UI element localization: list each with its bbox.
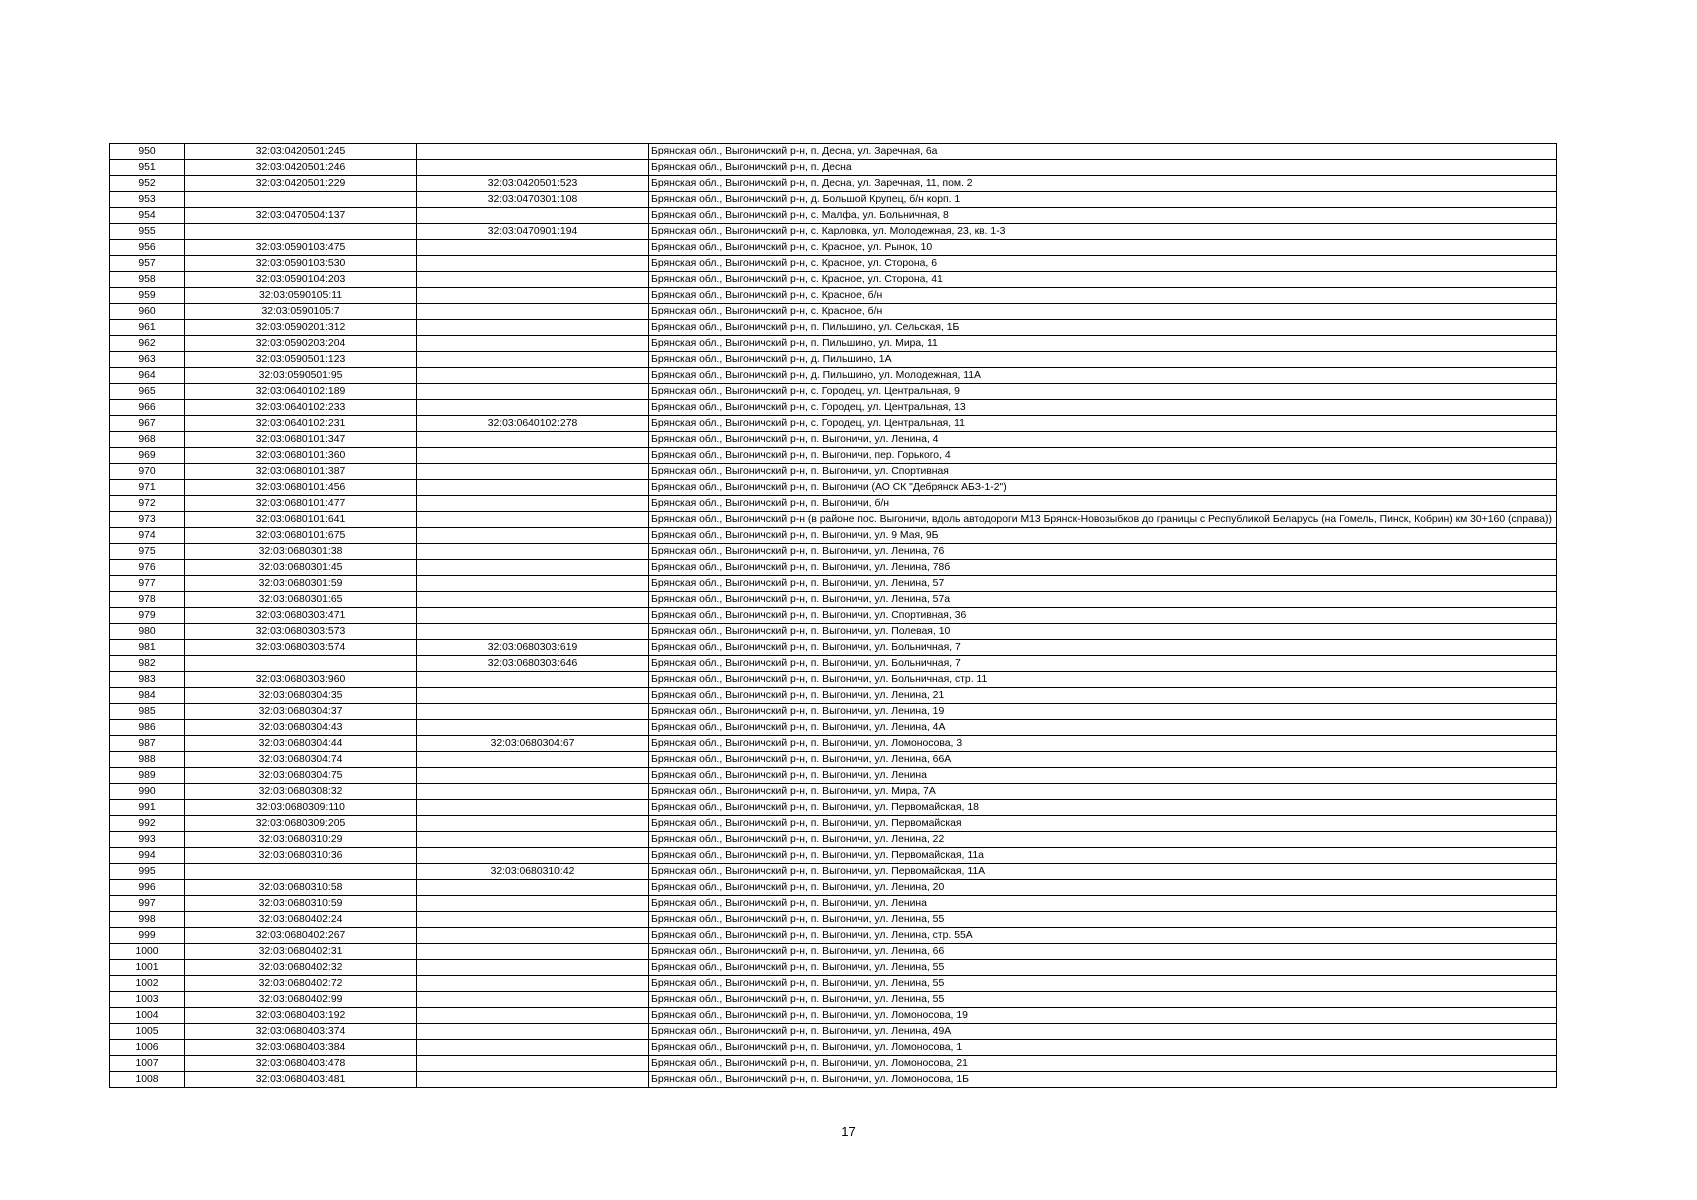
row-number: 990: [110, 784, 185, 800]
row-number: 1006: [110, 1040, 185, 1056]
table-row: [110, 464, 1557, 480]
related-cadastral-number: [417, 976, 649, 992]
related-cadastral-number: [417, 608, 649, 624]
table-row: [110, 160, 1557, 176]
related-cadastral-number: 32:03:0680304:67: [417, 736, 649, 752]
related-cadastral-number: [417, 1040, 649, 1056]
row-number: 976: [110, 560, 185, 576]
related-cadastral-number: [417, 208, 649, 224]
cadastral-number: 32:03:0680304:43: [185, 720, 417, 736]
row-number: 980: [110, 624, 185, 640]
related-cadastral-number: [417, 144, 649, 160]
table-row: [110, 400, 1557, 416]
address: Брянская обл., Выгоничский р-н, с. Малфа, ул. Больничная, 8: [649, 208, 1557, 224]
address: Брянская обл., Выгоничский р-н (в районе пос. Выгоничи, вдоль автодороги М13 Брянск-Новозыбков до границы с Республикой Беларусь (на Гомель, Пинск, Кобрин) км 30+160 (справа)): [649, 512, 1557, 528]
related-cadastral-number: 32:03:0680310:42: [417, 864, 649, 880]
table-row: [110, 608, 1557, 624]
table-row: [110, 816, 1557, 832]
cadastral-number: 32:03:0680402:32: [185, 960, 417, 976]
address: Брянская обл., Выгоничский р-н, п. Выгоничи, ул. Спортивная, 36: [649, 608, 1557, 624]
cadastral-number: 32:03:0590105:11: [185, 288, 417, 304]
table-row: [110, 432, 1557, 448]
table-row: [110, 864, 1557, 880]
related-cadastral-number: [417, 448, 649, 464]
row-number: 953: [110, 192, 185, 208]
cadastral-number: 32:03:0680101:675: [185, 528, 417, 544]
table-row: [110, 880, 1557, 896]
row-number: 991: [110, 800, 185, 816]
cadastral-number: 32:03:0680403:374: [185, 1024, 417, 1040]
table-row: [110, 256, 1557, 272]
related-cadastral-number: [417, 368, 649, 384]
address: Брянская обл., Выгоничский р-н, п. Выгоничи, ул. Ленина, 66: [649, 944, 1557, 960]
cadastral-number: 32:03:0680303:574: [185, 640, 417, 656]
related-cadastral-number: [417, 272, 649, 288]
cadastral-number: 32:03:0680304:75: [185, 768, 417, 784]
row-number: 984: [110, 688, 185, 704]
related-cadastral-number: [417, 464, 649, 480]
row-number: 960: [110, 304, 185, 320]
address: Брянская обл., Выгоничский р-н, п. Выгоничи, ул. Ленина, 55: [649, 976, 1557, 992]
row-number: 1004: [110, 1008, 185, 1024]
row-number: 959: [110, 288, 185, 304]
address: Брянская обл., Выгоничский р-н, п. Выгоничи, ул. Ленина, 4: [649, 432, 1557, 448]
related-cadastral-number: [417, 1024, 649, 1040]
row-number: 989: [110, 768, 185, 784]
cadastral-number: 32:03:0680303:960: [185, 672, 417, 688]
address: Брянская обл., Выгоничский р-н, п. Выгоничи, ул. Мира, 7А: [649, 784, 1557, 800]
related-cadastral-number: [417, 480, 649, 496]
table-row: [110, 528, 1557, 544]
table-row: [110, 1008, 1557, 1024]
address: Брянская обл., Выгоничский р-н, с. Городец, ул. Центральная, 11: [649, 416, 1557, 432]
cadastral-number: 32:03:0680310:59: [185, 896, 417, 912]
cadastral-number: 32:03:0420501:246: [185, 160, 417, 176]
table-row: [110, 352, 1557, 368]
address: Брянская обл., Выгоничский р-н, с. Городец, ул. Центральная, 13: [649, 400, 1557, 416]
row-number: 1001: [110, 960, 185, 976]
address: Брянская обл., Выгоничский р-н, п. Выгоничи, пер. Горького, 4: [649, 448, 1557, 464]
cadastral-number: 32:03:0680301:59: [185, 576, 417, 592]
table-row: [110, 496, 1557, 512]
table-row: [110, 784, 1557, 800]
row-number: 969: [110, 448, 185, 464]
related-cadastral-number: [417, 560, 649, 576]
address: Брянская обл., Выгоничский р-н, п. Выгоничи, ул. Первомайская, 11а: [649, 848, 1557, 864]
related-cadastral-number: [417, 256, 649, 272]
row-number: 981: [110, 640, 185, 656]
related-cadastral-number: [417, 1056, 649, 1072]
table-row: [110, 368, 1557, 384]
address: Брянская обл., Выгоничский р-н, п. Выгоничи, ул. Первомайская, 11А: [649, 864, 1557, 880]
address: Брянская обл., Выгоничский р-н, с. Красное, ул. Рынок, 10: [649, 240, 1557, 256]
registry-table: [109, 143, 1557, 1088]
table-row: [110, 720, 1557, 736]
related-cadastral-number: 32:03:0470301:108: [417, 192, 649, 208]
related-cadastral-number: [417, 800, 649, 816]
row-number: 966: [110, 400, 185, 416]
related-cadastral-number: [417, 352, 649, 368]
related-cadastral-number: [417, 880, 649, 896]
address: Брянская обл., Выгоничский р-н, с. Красное, ул. Сторона, 41: [649, 272, 1557, 288]
address: Брянская обл., Выгоничский р-н, п. Выгоничи, ул. Ленина, 4А: [649, 720, 1557, 736]
table-row: [110, 240, 1557, 256]
row-number: 950: [110, 144, 185, 160]
related-cadastral-number: 32:03:0470901:194: [417, 224, 649, 240]
cadastral-number: 32:03:0680304:74: [185, 752, 417, 768]
address: Брянская обл., Выгоничский р-н, п. Выгоничи, ул. Первомайская, 18: [649, 800, 1557, 816]
address: Брянская обл., Выгоничский р-н, п. Выгоничи, ул. 9 Мая, 9Б: [649, 528, 1557, 544]
table-row: [110, 576, 1557, 592]
table-row: [110, 288, 1557, 304]
address: Брянская обл., Выгоничский р-н, с. Карловка, ул. Молодежная, 23, кв. 1-3: [649, 224, 1557, 240]
row-number: 972: [110, 496, 185, 512]
related-cadastral-number: [417, 320, 649, 336]
row-number: 978: [110, 592, 185, 608]
table-row: [110, 1072, 1557, 1088]
table-row: [110, 1040, 1557, 1056]
related-cadastral-number: [417, 848, 649, 864]
table-row: [110, 272, 1557, 288]
address: Брянская обл., Выгоничский р-н, п. Выгоничи, ул. Ленина, 22: [649, 832, 1557, 848]
table-row: [110, 336, 1557, 352]
related-cadastral-number: [417, 832, 649, 848]
related-cadastral-number: [417, 160, 649, 176]
row-number: 998: [110, 912, 185, 928]
cadastral-number: 32:03:0640102:231: [185, 416, 417, 432]
related-cadastral-number: [417, 288, 649, 304]
related-cadastral-number: [417, 784, 649, 800]
address: Брянская обл., Выгоничский р-н, п. Выгоничи, ул. Ленина, 76: [649, 544, 1557, 560]
row-number: 1005: [110, 1024, 185, 1040]
address: Брянская обл., Выгоничский р-н, п. Выгоничи, ул. Ломоносова, 1Б: [649, 1072, 1557, 1088]
cadastral-number: 32:03:0680309:110: [185, 800, 417, 816]
cadastral-number: 32:03:0680303:573: [185, 624, 417, 640]
address: Брянская обл., Выгоничский р-н, д. Пильшино, ул. Молодежная, 11А: [649, 368, 1557, 384]
row-number: 962: [110, 336, 185, 352]
related-cadastral-number: [417, 304, 649, 320]
table-row: [110, 848, 1557, 864]
table-row: [110, 944, 1557, 960]
cadastral-number: 32:03:0590104:203: [185, 272, 417, 288]
table-row: [110, 896, 1557, 912]
related-cadastral-number: 32:03:0420501:523: [417, 176, 649, 192]
row-number: 967: [110, 416, 185, 432]
address: Брянская обл., Выгоничский р-н, с. Красное, б/н: [649, 288, 1557, 304]
address: Брянская обл., Выгоничский р-н, п. Пильшино, ул. Мира, 11: [649, 336, 1557, 352]
address: Брянская обл., Выгоничский р-н, п. Выгоничи, ул. Ломоносова, 19: [649, 1008, 1557, 1024]
cadastral-number: 32:03:0680403:478: [185, 1056, 417, 1072]
cadastral-number: 32:03:0680402:31: [185, 944, 417, 960]
cadastral-number: 32:03:0680403:192: [185, 1008, 417, 1024]
address: Брянская обл., Выгоничский р-н, п. Десна: [649, 160, 1557, 176]
related-cadastral-number: [417, 720, 649, 736]
related-cadastral-number: [417, 944, 649, 960]
address: Брянская обл., Выгоничский р-н, п. Выгоничи, ул. Ломоносова, 21: [649, 1056, 1557, 1072]
table-row: [110, 192, 1557, 208]
cadastral-number: 32:03:0680101:347: [185, 432, 417, 448]
cadastral-number: 32:03:0680402:267: [185, 928, 417, 944]
related-cadastral-number: [417, 496, 649, 512]
row-number: 986: [110, 720, 185, 736]
address: Брянская обл., Выгоничский р-н, п. Выгоничи, ул. Ломоносова, 1: [649, 1040, 1557, 1056]
cadastral-number: 32:03:0590103:475: [185, 240, 417, 256]
row-number: 973: [110, 512, 185, 528]
table-row: [110, 304, 1557, 320]
row-number: 985: [110, 704, 185, 720]
row-number: 988: [110, 752, 185, 768]
address: Брянская обл., Выгоничский р-н, п. Выгоничи, ул. Ленина: [649, 768, 1557, 784]
cadastral-number: 32:03:0590105:7: [185, 304, 417, 320]
related-cadastral-number: [417, 544, 649, 560]
table-row: [110, 992, 1557, 1008]
related-cadastral-number: [417, 768, 649, 784]
table-row: [110, 960, 1557, 976]
related-cadastral-number: [417, 592, 649, 608]
page-number: 17: [841, 1124, 856, 1139]
related-cadastral-number: [417, 624, 649, 640]
row-number: 951: [110, 160, 185, 176]
row-number: 1008: [110, 1072, 185, 1088]
row-number: 982: [110, 656, 185, 672]
table-row: [110, 704, 1557, 720]
related-cadastral-number: 32:03:0680303:619: [417, 640, 649, 656]
row-number: 997: [110, 896, 185, 912]
address: Брянская обл., Выгоничский р-н, п. Выгоничи, ул. Ленина, 55: [649, 960, 1557, 976]
cadastral-number: 32:03:0680402:24: [185, 912, 417, 928]
cadastral-number: 32:03:0680304:35: [185, 688, 417, 704]
related-cadastral-number: [417, 528, 649, 544]
row-number: 958: [110, 272, 185, 288]
table-row: [110, 176, 1557, 192]
cadastral-number: 32:03:0680101:641: [185, 512, 417, 528]
table-row: [110, 624, 1557, 640]
address: Брянская обл., Выгоничский р-н, п. Выгоничи, ул. Первомайская: [649, 816, 1557, 832]
related-cadastral-number: [417, 704, 649, 720]
related-cadastral-number: [417, 576, 649, 592]
row-number: 977: [110, 576, 185, 592]
address: Брянская обл., Выгоничский р-н, п. Выгоничи, ул. Ленина, 19: [649, 704, 1557, 720]
address: Брянская обл., Выгоничский р-н, п. Десна, ул. Заречная, 11, пом. 2: [649, 176, 1557, 192]
cadastral-number: 32:03:0680403:481: [185, 1072, 417, 1088]
table-row: [110, 448, 1557, 464]
row-number: 954: [110, 208, 185, 224]
related-cadastral-number: [417, 384, 649, 400]
address: Брянская обл., Выгоничский р-н, с. Красное, б/н: [649, 304, 1557, 320]
cadastral-number: 32:03:0680310:36: [185, 848, 417, 864]
address: Брянская обл., Выгоничский р-н, п. Пильшино, ул. Сельская, 1Б: [649, 320, 1557, 336]
table-row: [110, 224, 1557, 240]
cadastral-number: 32:03:0590501:123: [185, 352, 417, 368]
row-number: 987: [110, 736, 185, 752]
address: Брянская обл., Выгоничский р-н, п. Выгоничи, ул. Ленина, 55: [649, 992, 1557, 1008]
cadastral-number: 32:03:0680310:58: [185, 880, 417, 896]
cadastral-number: 32:03:0590201:312: [185, 320, 417, 336]
cadastral-number: 32:03:0640102:233: [185, 400, 417, 416]
cadastral-number: 32:03:0680304:44: [185, 736, 417, 752]
row-number: 964: [110, 368, 185, 384]
cadastral-number: 32:03:0680101:360: [185, 448, 417, 464]
table-row: [110, 144, 1557, 160]
row-number: 961: [110, 320, 185, 336]
cadastral-number: 32:03:0680402:72: [185, 976, 417, 992]
related-cadastral-number: [417, 992, 649, 1008]
table-row: [110, 512, 1557, 528]
address: Брянская обл., Выгоничский р-н, д. Большой Крупец, б/н корп. 1: [649, 192, 1557, 208]
address: Брянская обл., Выгоничский р-н, п. Выгоничи, ул. Ленина, 78б: [649, 560, 1557, 576]
address: Брянская обл., Выгоничский р-н, п. Выгоничи, ул. Больничная, 7: [649, 656, 1557, 672]
table-row: [110, 976, 1557, 992]
cadastral-number: 32:03:0420501:245: [185, 144, 417, 160]
row-number: 970: [110, 464, 185, 480]
address: Брянская обл., Выгоничский р-н, п. Выгоничи, ул. Ленина, 57а: [649, 592, 1557, 608]
row-number: 1007: [110, 1056, 185, 1072]
cadastral-number: 32:03:0680303:471: [185, 608, 417, 624]
cadastral-number: [185, 656, 417, 672]
address: Брянская обл., Выгоничский р-н, п. Выгоничи, ул. Ленина, 55: [649, 912, 1557, 928]
row-number: 1003: [110, 992, 185, 1008]
related-cadastral-number: [417, 240, 649, 256]
table-row: [110, 480, 1557, 496]
cadastral-number: 32:03:0590203:204: [185, 336, 417, 352]
table-row: [110, 384, 1557, 400]
row-number: 952: [110, 176, 185, 192]
row-number: 993: [110, 832, 185, 848]
row-number: 956: [110, 240, 185, 256]
related-cadastral-number: [417, 432, 649, 448]
cadastral-number: 32:03:0680101:456: [185, 480, 417, 496]
row-number: 979: [110, 608, 185, 624]
cadastral-number: 32:03:0680308:32: [185, 784, 417, 800]
table-row: [110, 800, 1557, 816]
related-cadastral-number: [417, 400, 649, 416]
cadastral-number: 32:03:0680101:387: [185, 464, 417, 480]
row-number: 965: [110, 384, 185, 400]
table-row: [110, 416, 1557, 432]
address: Брянская обл., Выгоничский р-н, п. Выгоничи, ул. Ленина, 49А: [649, 1024, 1557, 1040]
table-row: [110, 672, 1557, 688]
table-row: [110, 1024, 1557, 1040]
related-cadastral-number: [417, 896, 649, 912]
related-cadastral-number: 32:03:0680303:646: [417, 656, 649, 672]
address: Брянская обл., Выгоничский р-н, п. Выгоничи, ул. Полевая, 10: [649, 624, 1557, 640]
address: Брянская обл., Выгоничский р-н, д. Пильшино, 1А: [649, 352, 1557, 368]
address: Брянская обл., Выгоничский р-н, п. Выгоничи, ул. Ленина, 21: [649, 688, 1557, 704]
related-cadastral-number: [417, 1008, 649, 1024]
address: Брянская обл., Выгоничский р-н, п. Выгоничи, ул. Больничная, стр. 11: [649, 672, 1557, 688]
row-number: 996: [110, 880, 185, 896]
table-row: [110, 928, 1557, 944]
cadastral-number: 32:03:0680309:205: [185, 816, 417, 832]
row-number: 957: [110, 256, 185, 272]
cadastral-number: 32:03:0680304:37: [185, 704, 417, 720]
row-number: 955: [110, 224, 185, 240]
registry-table-body: [110, 144, 1557, 1088]
cadastral-number: 32:03:0680101:477: [185, 496, 417, 512]
table-row: [110, 640, 1557, 656]
row-number: 999: [110, 928, 185, 944]
cadastral-number: [185, 864, 417, 880]
table-row: [110, 736, 1557, 752]
cadastral-number: 32:03:0680301:45: [185, 560, 417, 576]
row-number: 983: [110, 672, 185, 688]
address: Брянская обл., Выгоничский р-н, п. Выгоничи, ул. Ленина, стр. 55А: [649, 928, 1557, 944]
address: Брянская обл., Выгоничский р-н, п. Выгоничи, ул. Ленина, 66А: [649, 752, 1557, 768]
related-cadastral-number: [417, 672, 649, 688]
related-cadastral-number: [417, 816, 649, 832]
related-cadastral-number: 32:03:0640102:278: [417, 416, 649, 432]
related-cadastral-number: [417, 336, 649, 352]
row-number: 1000: [110, 944, 185, 960]
table-row: [110, 752, 1557, 768]
row-number: 971: [110, 480, 185, 496]
table-row: [110, 656, 1557, 672]
row-number: 975: [110, 544, 185, 560]
table-row: [110, 208, 1557, 224]
row-number: 963: [110, 352, 185, 368]
address: Брянская обл., Выгоничский р-н, п. Выгоничи, ул. Ленина, 57: [649, 576, 1557, 592]
row-number: 995: [110, 864, 185, 880]
cadastral-number: 32:03:0470504:137: [185, 208, 417, 224]
cadastral-number: 32:03:0680402:99: [185, 992, 417, 1008]
related-cadastral-number: [417, 512, 649, 528]
cadastral-number: 32:03:0680301:38: [185, 544, 417, 560]
table-row: [110, 832, 1557, 848]
address: Брянская обл., Выгоничский р-н, п. Выгоничи, ул. Ленина: [649, 896, 1557, 912]
row-number: 974: [110, 528, 185, 544]
table-row: [110, 320, 1557, 336]
cadastral-number: 32:03:0640102:189: [185, 384, 417, 400]
table-row: [110, 592, 1557, 608]
table-row: [110, 912, 1557, 928]
table-row: [110, 1056, 1557, 1072]
cadastral-number: 32:03:0590501:95: [185, 368, 417, 384]
address: Брянская обл., Выгоничский р-н, п. Выгоничи (АО СК "Дебрянск АБЗ-1-2"): [649, 480, 1557, 496]
address: Брянская обл., Выгоничский р-н, п. Десна, ул. Заречная, 6а: [649, 144, 1557, 160]
address: Брянская обл., Выгоничский р-н, с. Городец, ул. Центральная, 9: [649, 384, 1557, 400]
address: Брянская обл., Выгоничский р-н, п. Выгоничи, ул. Больничная, 7: [649, 640, 1557, 656]
table-row: [110, 768, 1557, 784]
address: Брянская обл., Выгоничский р-н, п. Выгоничи, ул. Спортивная: [649, 464, 1557, 480]
table-row: [110, 544, 1557, 560]
cadastral-number: 32:03:0590103:530: [185, 256, 417, 272]
address: Брянская обл., Выгоничский р-н, п. Выгоничи, ул. Ленина, 20: [649, 880, 1557, 896]
row-number: 968: [110, 432, 185, 448]
cadastral-number: [185, 224, 417, 240]
related-cadastral-number: [417, 912, 649, 928]
cadastral-number: 32:03:0680301:65: [185, 592, 417, 608]
cadastral-number: 32:03:0420501:229: [185, 176, 417, 192]
related-cadastral-number: [417, 688, 649, 704]
table-row: [110, 688, 1557, 704]
row-number: 994: [110, 848, 185, 864]
address: Брянская обл., Выгоничский р-н, п. Выгоничи, б/н: [649, 496, 1557, 512]
row-number: 1002: [110, 976, 185, 992]
address: Брянская обл., Выгоничский р-н, с. Красное, ул. Сторона, 6: [649, 256, 1557, 272]
related-cadastral-number: [417, 928, 649, 944]
table-row: [110, 560, 1557, 576]
related-cadastral-number: [417, 752, 649, 768]
row-number: 992: [110, 816, 185, 832]
related-cadastral-number: [417, 960, 649, 976]
related-cadastral-number: [417, 1072, 649, 1088]
address: Брянская обл., Выгоничский р-н, п. Выгоничи, ул. Ломоносова, 3: [649, 736, 1557, 752]
cadastral-number: 32:03:0680310:29: [185, 832, 417, 848]
cadastral-number: 32:03:0680403:384: [185, 1040, 417, 1056]
cadastral-number: [185, 192, 417, 208]
